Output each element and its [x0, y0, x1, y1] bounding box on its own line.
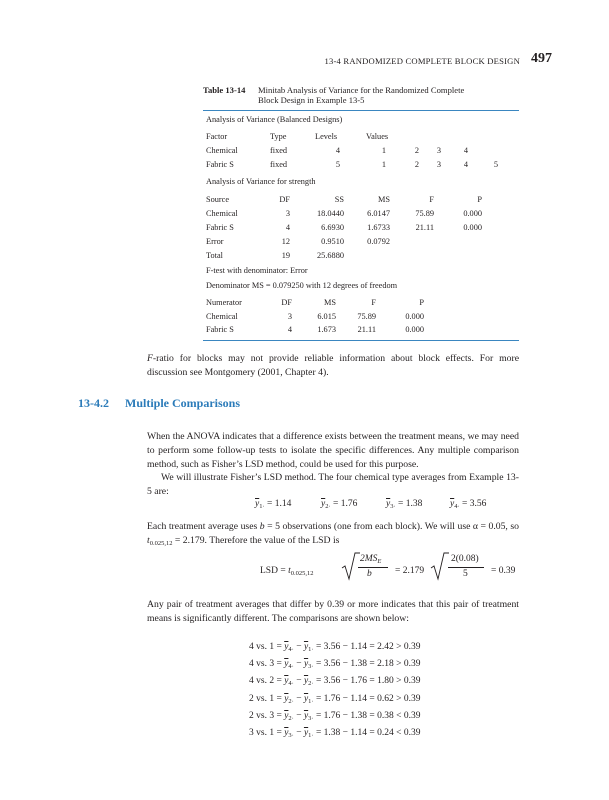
factor-value: 4 — [463, 146, 468, 155]
comparison-line: 3 vs. $1 = \overline{y}_{3\cdot} - \overline{y}_{1\cdot} = 1.38 - 1.14 = 0.24 < 0.39$ — [249, 728, 421, 739]
average-value: = 1.76 — [330, 499, 358, 509]
num-header-ms: MS — [324, 298, 336, 307]
factor-header-type: Type — [270, 132, 287, 141]
ybar-symbol: $\overline{y}$ — [303, 642, 309, 652]
ybar-symbol: $\overline{y}$ — [284, 659, 289, 670]
factor-levels: 5 — [335, 160, 340, 169]
factor-value: 4 — [463, 160, 468, 169]
comparison-line: 4 vs. $3 = \overline{y}_{4\cdot} - \overline{y}_{3\cdot} = 3.56 - 1.38 = 2.18 > 0.39$ — [249, 659, 421, 671]
numerator-ms: 1.673 — [317, 325, 336, 334]
source-ss: 25.6880 — [317, 251, 344, 260]
comparison-a-sub: 4· — [288, 680, 294, 688]
source-header-f: F — [429, 195, 434, 204]
factor-levels: 4 — [335, 146, 340, 155]
ftest-line: F-test with denominator: Error — [206, 266, 308, 275]
lsd-lhs — [260, 566, 313, 577]
comparison-b-sub: 3· — [308, 714, 314, 722]
comparison-rest: = 1.76 − 1.38 = 0.38 < 0.39 — [313, 710, 421, 721]
comparison-rest: = 1.76 − 1.14 = 0.62 > 0.39 — [313, 693, 421, 704]
source-df: 12 — [281, 237, 290, 246]
factor-value: 3 — [436, 146, 441, 155]
comparison-pair: 2 vs. 1 = — [249, 693, 285, 704]
comparison-a-sub: 2· — [288, 697, 294, 705]
fraction-bar-2 — [448, 567, 484, 568]
source-df: 3 — [285, 209, 290, 218]
source-p: 0.000 — [463, 223, 482, 232]
source-header-df: DF — [279, 195, 290, 204]
comparison-a-sub: 2· — [288, 714, 294, 722]
numerator-df: 3 — [287, 312, 292, 321]
average-value: = 1.38 — [395, 499, 423, 509]
table-caption-line1: Minitab Analysis of Variance for the Randomized Complete — [258, 85, 465, 95]
factor-header-levels: Levels — [315, 132, 338, 141]
source-df: 19 — [281, 251, 290, 260]
num-header-df: DF — [281, 298, 292, 307]
ybar-symbol: $\overline{y}$ — [255, 499, 260, 509]
source-header-p: P — [477, 195, 482, 204]
comparison-a-sub: 4· — [288, 663, 294, 671]
numerator-df: 4 — [287, 325, 292, 334]
lsd-num1 — [360, 554, 381, 565]
ybar-symbol: $\overline{y}$ — [386, 499, 391, 509]
table-label: Table 13-14 — [203, 85, 246, 95]
factor-value: 5 — [493, 160, 498, 169]
p3-b: b — [259, 521, 265, 532]
fratio-text: -ratio for blocks may not provide reliable information about block effects. For more discussion see Montgomery (2001, Chapter 4). — [147, 353, 519, 378]
table-bottom-rule — [203, 340, 519, 341]
numerator-f: 21.11 — [357, 325, 376, 334]
ybar-symbol: $\overline{y}$ — [284, 676, 289, 687]
denominator-line: Denominator MS = 0.079250 with 12 degrees of freedom — [206, 281, 398, 290]
average-sub: 2· — [325, 503, 331, 510]
average-sub: 3· — [390, 503, 396, 510]
comparison-b-sub: 1· — [308, 697, 314, 705]
average-sub: 1· — [259, 503, 265, 510]
lsd-num1-text: 2MS — [360, 554, 378, 564]
comparison-b-sub: 2· — [308, 680, 314, 688]
treatment-average — [255, 499, 291, 510]
fratio-lead: F — [147, 353, 153, 364]
comparison-rest: = 3.56 − 1.14 = 2.42 > 0.39 — [313, 642, 421, 652]
anova-title: Analysis of Variance (Balanced Designs) — [206, 115, 343, 124]
p3-tsub: 0.025,12 — [149, 539, 173, 547]
section-number: 13-4.2 — [78, 396, 109, 410]
source-ss: 6.6930 — [321, 223, 344, 232]
sqrt-symbol-2 — [430, 551, 450, 581]
factor-value: 1 — [381, 146, 386, 155]
section-title: Multiple Comparisons — [125, 396, 241, 410]
ybar-symbol: $\overline{y}$ — [303, 693, 309, 704]
ybar-symbol: $\overline{y}$ — [303, 710, 309, 721]
comparison-b-sub: 1· — [308, 646, 314, 653]
paragraph-3 — [147, 520, 519, 551]
lsd-num1-sub: E — [377, 558, 382, 565]
ybar-symbol: $\overline{y}$ — [450, 499, 455, 509]
factor-value: 1 — [381, 160, 386, 169]
running-header-title: 13-4 RANDOMIZED COMPLETE BLOCK DESIGN — [324, 56, 520, 66]
average-value: = 1.14 — [264, 499, 292, 509]
fratio-paragraph — [147, 352, 519, 380]
source-ss: 0.9510 — [321, 237, 344, 246]
average-value: = 3.56 — [459, 499, 487, 509]
source-ms: 0.0792 — [367, 237, 390, 246]
source-df: 4 — [285, 223, 290, 232]
sqrt-symbol-1 — [341, 551, 361, 581]
comparison-pair: 3 vs. 1 = — [249, 728, 285, 738]
source-name: Error — [206, 237, 224, 246]
anova-for-title: Analysis of Variance for strength — [206, 177, 316, 186]
numerator-name: Fabric S — [206, 325, 234, 334]
ybar-symbol: $\overline{y}$ — [284, 642, 289, 652]
section-heading — [78, 396, 240, 411]
ybar-symbol: $\overline{y}$ — [303, 676, 309, 687]
source-ms: 6.0147 — [367, 209, 390, 218]
p3-c: = 5 observations (one from each block). We will use α = 0.05, so — [264, 521, 519, 532]
p3-t: t — [147, 534, 150, 546]
source-header-source: Source — [206, 195, 230, 204]
treatment-average — [321, 499, 357, 510]
comparison-line: 2 vs. $3 = \overline{y}_{2\cdot} - \overline{y}_{3\cdot} = 1.76 - 1.38 = 0.38 < 0.39$ — [249, 710, 421, 722]
comparison-line: 4 vs. $2 = \overline{y}_{4\cdot} - \overline{y}_{2\cdot} = 3.56 - 1.76 = 1.80 > 0.39$ — [249, 676, 421, 688]
numerator-name: Chemical — [206, 312, 238, 321]
factor-value: 2 — [414, 160, 419, 169]
factor-header-factor: Factor — [206, 132, 228, 141]
source-header-ms: MS — [378, 195, 390, 204]
factor-name: Fabric S — [206, 160, 234, 169]
ybar-symbol: $\overline{y}$ — [321, 499, 326, 509]
treatment-average — [450, 499, 486, 510]
comparison-b-sub: 1· — [308, 732, 314, 739]
ybar-symbol: $\overline{y}$ — [284, 693, 289, 704]
lsd-label: LSD = — [260, 566, 289, 576]
average-sub: 4· — [454, 503, 460, 510]
factor-value: 2 — [414, 146, 419, 155]
ybar-symbol: $\overline{y}$ — [284, 728, 289, 738]
factor-type: fixed — [270, 146, 288, 155]
source-f: 21.11 — [415, 223, 434, 232]
source-name: Total — [206, 251, 223, 260]
lsd-tsub: 0.025,12 — [290, 570, 314, 577]
ybar-symbol: $\overline{y}$ — [303, 659, 309, 670]
num-header-p: P — [419, 298, 424, 307]
comparison-line: 2 vs. $1 = \overline{y}_{2\cdot} - \overline{y}_{1\cdot} = 1.76 - 1.14 = 0.62 > 0.39$ — [249, 693, 421, 705]
p3-a: Each treatment average uses — [147, 521, 260, 532]
paragraph-2: We will illustrate Fisher’s LSD method. The four chemical type averages from Example 13-5 are: — [147, 472, 519, 497]
lsd-mid: = 2.179 — [395, 566, 425, 576]
source-name: Fabric S — [206, 223, 234, 232]
numerator-p: 0.000 — [405, 312, 424, 321]
source-ss: 18.0440 — [317, 209, 344, 218]
factor-header-values: Values — [366, 132, 389, 141]
numerator-p: 0.000 — [405, 325, 424, 334]
num-header-numerator: Numerator — [206, 298, 242, 307]
treatment-average — [386, 499, 422, 510]
lsd-num2: 2(0.08) — [451, 554, 479, 564]
factor-type: fixed — [270, 160, 288, 169]
paragraph-4: Any pair of treatment averages that differ by 0.39 or more indicates that this pair of treatment means is significantly different. The comparisons are shown below: — [147, 599, 519, 624]
comparison-line: 4 vs. $1 = \overline{y}_{4\cdot} - \overline{y}_{1\cdot} = 3.56 - 1.14 = 2.42 > 0.39$ — [249, 642, 421, 653]
p3-d: = 2.179. Therefore the value of the LSD is — [172, 534, 340, 546]
source-f: 75.89 — [415, 209, 434, 218]
ybar-symbol: $\overline{y}$ — [284, 710, 289, 721]
source-p: 0.000 — [463, 209, 482, 218]
comparison-a-sub: 3· — [288, 732, 294, 739]
ybar-symbol: $\overline{y}$ — [303, 728, 309, 738]
comparison-pair: 2 vs. 3 = — [249, 710, 285, 721]
source-ms: 1.6733 — [367, 223, 390, 232]
comparison-pair: 4 vs. 3 = — [249, 659, 285, 670]
fraction-bar-1 — [358, 567, 388, 568]
paragraph-1: When the ANOVA indicates that a difference exists between the treatment means, we may need to perform some follow-up tests to isolate the specific differences. Any multiple comparison method, such as Fisher’s LSD method, could be used for this purpose. — [147, 431, 519, 470]
source-name: Chemical — [206, 209, 238, 218]
comparison-rest: = 3.56 − 1.38 = 2.18 > 0.39 — [313, 659, 421, 670]
lsd-den1: b — [367, 569, 372, 579]
factor-name: Chemical — [206, 146, 238, 155]
table-caption-line2: Block Design in Example 13-5 — [258, 95, 365, 105]
numerator-f: 75.89 — [357, 312, 376, 321]
comparison-pair: 4 vs. 1 = — [249, 642, 285, 652]
table-caption — [258, 85, 518, 105]
comparison-pair: 4 vs. 2 = — [249, 676, 285, 687]
comparison-b-sub: 3· — [308, 663, 314, 671]
comparison-a-sub: 4· — [288, 646, 294, 653]
source-header-ss: SS — [334, 195, 344, 204]
lsd-result: = 0.39 — [491, 566, 516, 576]
table-top-rule — [203, 110, 519, 111]
comparison-rest: = 1.38 − 1.14 = 0.24 < 0.39 — [313, 728, 421, 738]
num-header-f: F — [371, 298, 376, 307]
lsd-den2: 5 — [463, 569, 468, 579]
comparison-rest: = 3.56 − 1.76 = 1.80 > 0.39 — [313, 676, 421, 687]
factor-value: 3 — [436, 160, 441, 169]
lsd-t: t — [288, 566, 291, 576]
numerator-ms: 6.015 — [317, 312, 336, 321]
page-number: 497 — [531, 51, 552, 66]
